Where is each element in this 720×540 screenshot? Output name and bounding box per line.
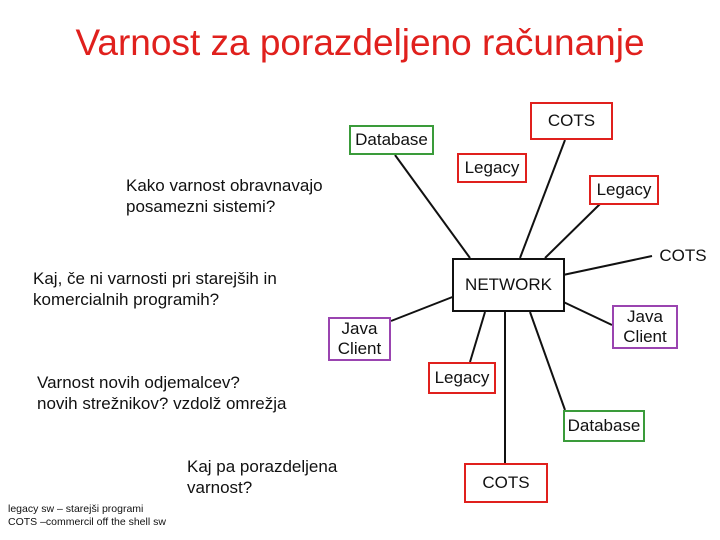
question-new-clients-servers: Varnost novih odjemalcev? novih strežnikov? vzdolž omrežja	[37, 373, 287, 413]
node-cots-bottom[interactable]: COTS	[464, 463, 548, 503]
question-distributed-security: Kaj pa porazdeljena varnost?	[187, 457, 338, 497]
node-legacy-top[interactable]: Legacy	[457, 153, 527, 183]
node-java-client-left[interactable]: Java Client	[328, 317, 391, 361]
question-individual-systems: Kako varnost obravnavajo posamezni sistemi?	[126, 176, 323, 216]
node-cots-right[interactable]: COTS	[659, 246, 707, 265]
node-legacy-bottom[interactable]: Legacy	[428, 362, 496, 394]
slide-title: Varnost za porazdeljeno računanje	[75, 22, 645, 63]
footnote: legacy sw – starejši programi COTS –commercil off the shell sw	[8, 503, 166, 528]
link-java-left	[391, 296, 455, 321]
node-database-bottom[interactable]: Database	[563, 410, 645, 442]
network-hub[interactable]: NETWORK	[452, 258, 565, 312]
link-legacy-bottom	[470, 312, 485, 362]
node-cots-top[interactable]: COTS	[530, 102, 613, 140]
node-legacy-right[interactable]: Legacy	[589, 175, 659, 205]
link-database-bottom	[530, 312, 565, 410]
node-database-top[interactable]: Database	[349, 125, 434, 155]
node-java-client-right[interactable]: Java Client	[612, 305, 678, 349]
link-legacy-right	[545, 204, 600, 258]
link-cots-right	[563, 256, 652, 275]
question-legacy-commercial: Kaj, če ni varnosti pri starejših in komercialnih programih?	[33, 269, 277, 309]
